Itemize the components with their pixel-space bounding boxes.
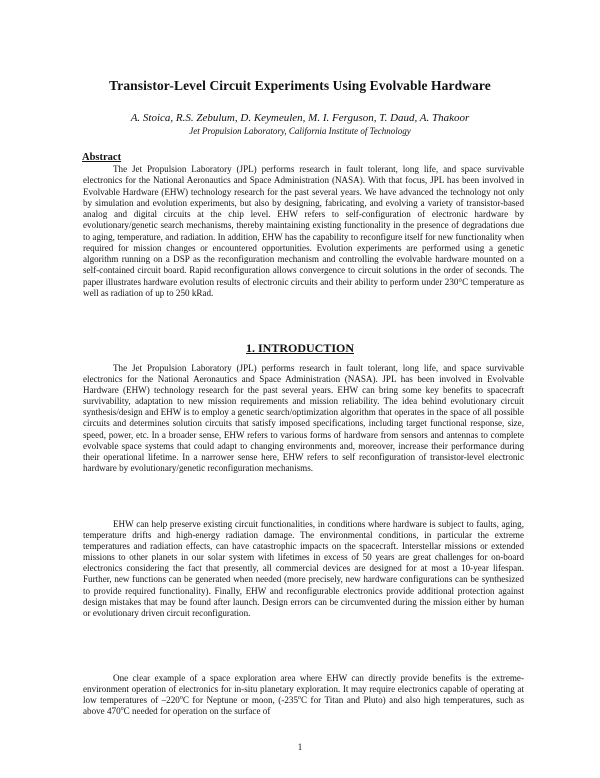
intro-p3-part-c: C for Titan and Pluto) and also high temperatures, such as above 470 [83,695,525,717]
degree-symbol: o [120,706,124,713]
abstract-heading: Abstract [82,152,122,163]
intro-p3-part-b: C for Neptune or moon, (-235 [182,695,298,706]
intro-paragraph-1: The Jet Propulsion Laboratory (JPL) performs research in fault tolerant, long life, and space survivable electronics for the National Aeronautics and Space Administration (NASA). JPL has been involved in Evolvable Hardware (EHW) technology research for the past several years. EHW can bring some key benefits to spacecraft survivability, adaptation to new mission requirements and mission reliability. The idea behind evolutionary circuit synthesis/design and EHW is to employ a genetic search/optimization algorithm that operates in the space of all possible circuits and determines solution circuits that satisfy imposed specifications, including target functional response, size, speed, power, etc. In a broader sense, EHW refers to various forms of hardware from sensors and antennas to complete evolvable space systems that could adapt to changing environments and, moreover, increase their performance during their operational lifetime. In a narrower sense here, EHW refers to self reconfiguration of transistor-level electronic hardware by evolutionary/genetic reconfiguration mechanisms. [83,363,524,473]
section-heading [0,341,600,356]
intro-paragraph-2: EHW can help preserve existing circuit functionalities, in conditions where hardware is subject to faults, aging, temperature drifts and high-energy radiation damage. The environmental conditions, in particular the extreme temperatures and radiation effects, can have catastrophic impacts on the spacecraft. Interstellar missions or extended missions to other planets in our solar system with lifetimes in excess of 50 years are great challenges for on-board electronics considering the fact that presently, all commercial devices are designed for at most a 10-year lifespan. Further, new functions can be generated when needed (more precisely, new hardware configurations can be synthesized to provide required functionality). Finally, EHW and reconfigurable electronics provide additional protection against design mistakes that may be found after launch. Design errors can be circumvented during the mission either by human or evolutionary driven circuit reconfiguration. [83,519,524,618]
intro-p3-part-a: One clear example of a space exploration area where EHW can directly provide benefits is the extreme-environment operation of electronics for in-situ planetary exploration. It may require electronics capable of operating at low temperatures of –220 [83,673,524,706]
degree-symbol: o [298,695,301,702]
section-heading-text: 1. INTRODUCTION [245,341,354,355]
page-number: 1 [297,742,303,752]
paper-title: Transistor-Level Circuit Experiments Using Evolvable Hardware [109,78,491,93]
degree-symbol: o [179,695,183,702]
intro-p3-part-d: C needed for operation on the surface of [123,706,271,717]
affiliation: Jet Propulsion Laboratory, California Institute of Technology [189,126,411,136]
abstract-text: The Jet Propulsion Laboratory (JPL) performs research in fault tolerant, long life, and space survivable electronics for the National Aeronautics and Space Administration (NASA). With that focus, JPL has been involved in Evolvable Hardware (EHW) technology research for the past several years. We have advanced the technology not only by simulation and evolution experiments, but also by designing, fabricating, and evolving a variety of transistor-based analog and digital circuits at the chip level. EHW refers to self-configuration of electronic hardware by evolutionary/genetic search mechanisms, thereby maintaining existing functionality in the presence of degradations due to aging, temperature, and radiation. In addition, EHW has the capability to reconfigure itself for new functionality when required for mission changes or encountered opportunities. Evolution experiments are performed using a genetic algorithm running on a DSP as the reconfiguration mechanism and controlling the evolvable hardware mounted on a self-contained circuit board. Rapid reconfiguration allows convergence to circuit solutions in the order of seconds. The paper illustrates hardware evolution results of electronic circuits and their ability to perform under 230°C temperature as well as radiation of up to 250 kRad. [83,164,524,298]
author-list: A. Stoica, R.S. Zebulum, D. Keymeulen, M. I. Ferguson, T. Daud, A. Thakoor [130,112,470,124]
intro-paragraph-3 [83,673,524,717]
